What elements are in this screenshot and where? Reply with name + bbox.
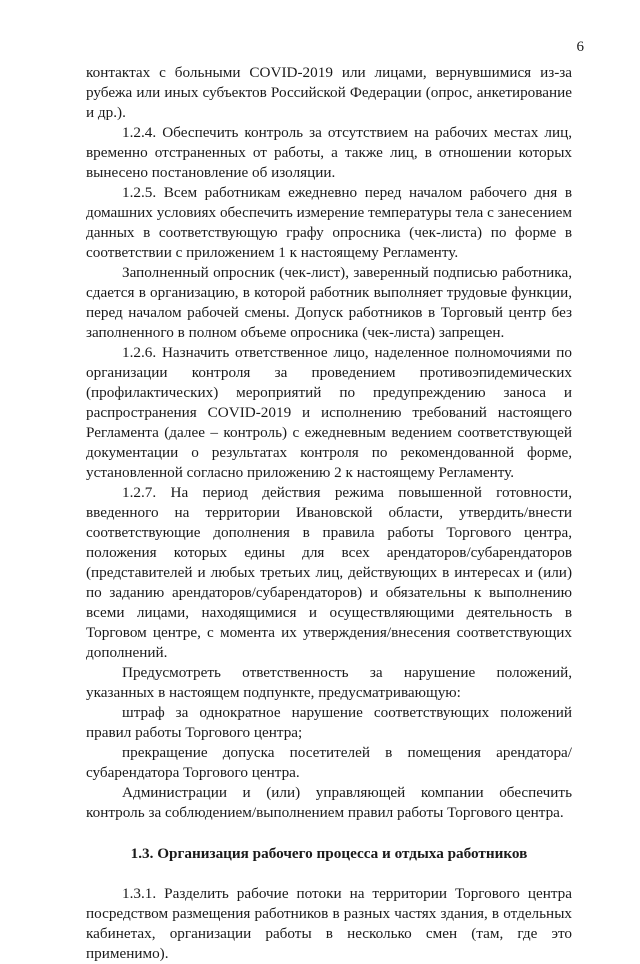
paragraph: 1.3.1. Разделить рабочие потоки на территории Торгового центра посредством размещения работников в разных частях здания, в отдельных кабинетах, организации работы в несколько смен (там, где это применимо). bbox=[86, 885, 572, 962]
paragraph: 1.2.6. Назначить ответственное лицо, наделенное полномочиями по организации контроля за проведением противоэпидемических (профилактических) мероприятий по предупреждению заноса и распространения COVID-2019 и исполнению требований настоящего Регламента (далее – контроль) с ежедневным ведением соответствующей документации о результатах контроля по рекомендованной форме, установленной согласно приложению 2 к настоящему Регламенту. bbox=[86, 344, 572, 481]
paragraph: контактах с больными COVID-2019 или лицами, вернувшимися из-за рубежа или иных субъектов Российской Федерации (опрос, анкетирование и др.). bbox=[86, 64, 572, 121]
paragraph: Заполненный опросник (чек-лист), заверенный подписью работника, сдается в организацию, в которой работник выполняет трудовые функции, перед началом рабочей смены. Допуск работников в Торговый центр без заполненного в полном объеме опросника (чек-листа) запрещен. bbox=[86, 264, 572, 341]
paragraph: Администрации и (или) управляющей компании обеспечить контроль за соблюдением/выполнением правил работы Торгового центра. bbox=[86, 784, 572, 821]
paragraph: 1.2.5. Всем работникам ежедневно перед началом рабочего дня в домашних условиях обеспечить измерение температуры тела с занесением данных в соответствующую графу опросника (чек-листа) по форме в соответствии с приложением 1 к настоящему Регламенту. bbox=[86, 184, 572, 261]
paragraph: штраф за однократное нарушение соответствующих положений правил работы Торгового центра; bbox=[86, 704, 572, 741]
paragraph: Предусмотреть ответственность за нарушение положений, указанных в настоящем подпункте, предусматривающую: bbox=[86, 664, 572, 701]
paragraph: прекращение допуска посетителей в помещения арендатора/субарендатора Торгового центра. bbox=[86, 744, 572, 781]
paragraph: 1.2.4. Обеспечить контроль за отсутствием на рабочих местах лиц, временно отстраненных от работы, а также лиц, в отношении которых вынесено постановление об изоляции. bbox=[86, 124, 572, 181]
section-heading: 1.3. Организация рабочего процесса и отдыха работников bbox=[130, 845, 528, 862]
document-body bbox=[86, 63, 572, 964]
page-number: 6 bbox=[576, 39, 584, 55]
paragraph: 1.2.7. На период действия режима повышенной готовности, введенного на территории Ивановской области, утвердить/внести соответствующие дополнения в правила работы Торгового центра, положения которых едины для всех арендаторов/субарендаторов (представителей и любых третьих лиц, действующих в интересах и (или) по заданию арендаторов/субарендаторов) и обязательны к выполнению всеми лицами, находящимися и осуществляющими деятельность в Торговом центре, с момента их утверждения/внесения соответствующих дополнений. bbox=[86, 484, 572, 661]
